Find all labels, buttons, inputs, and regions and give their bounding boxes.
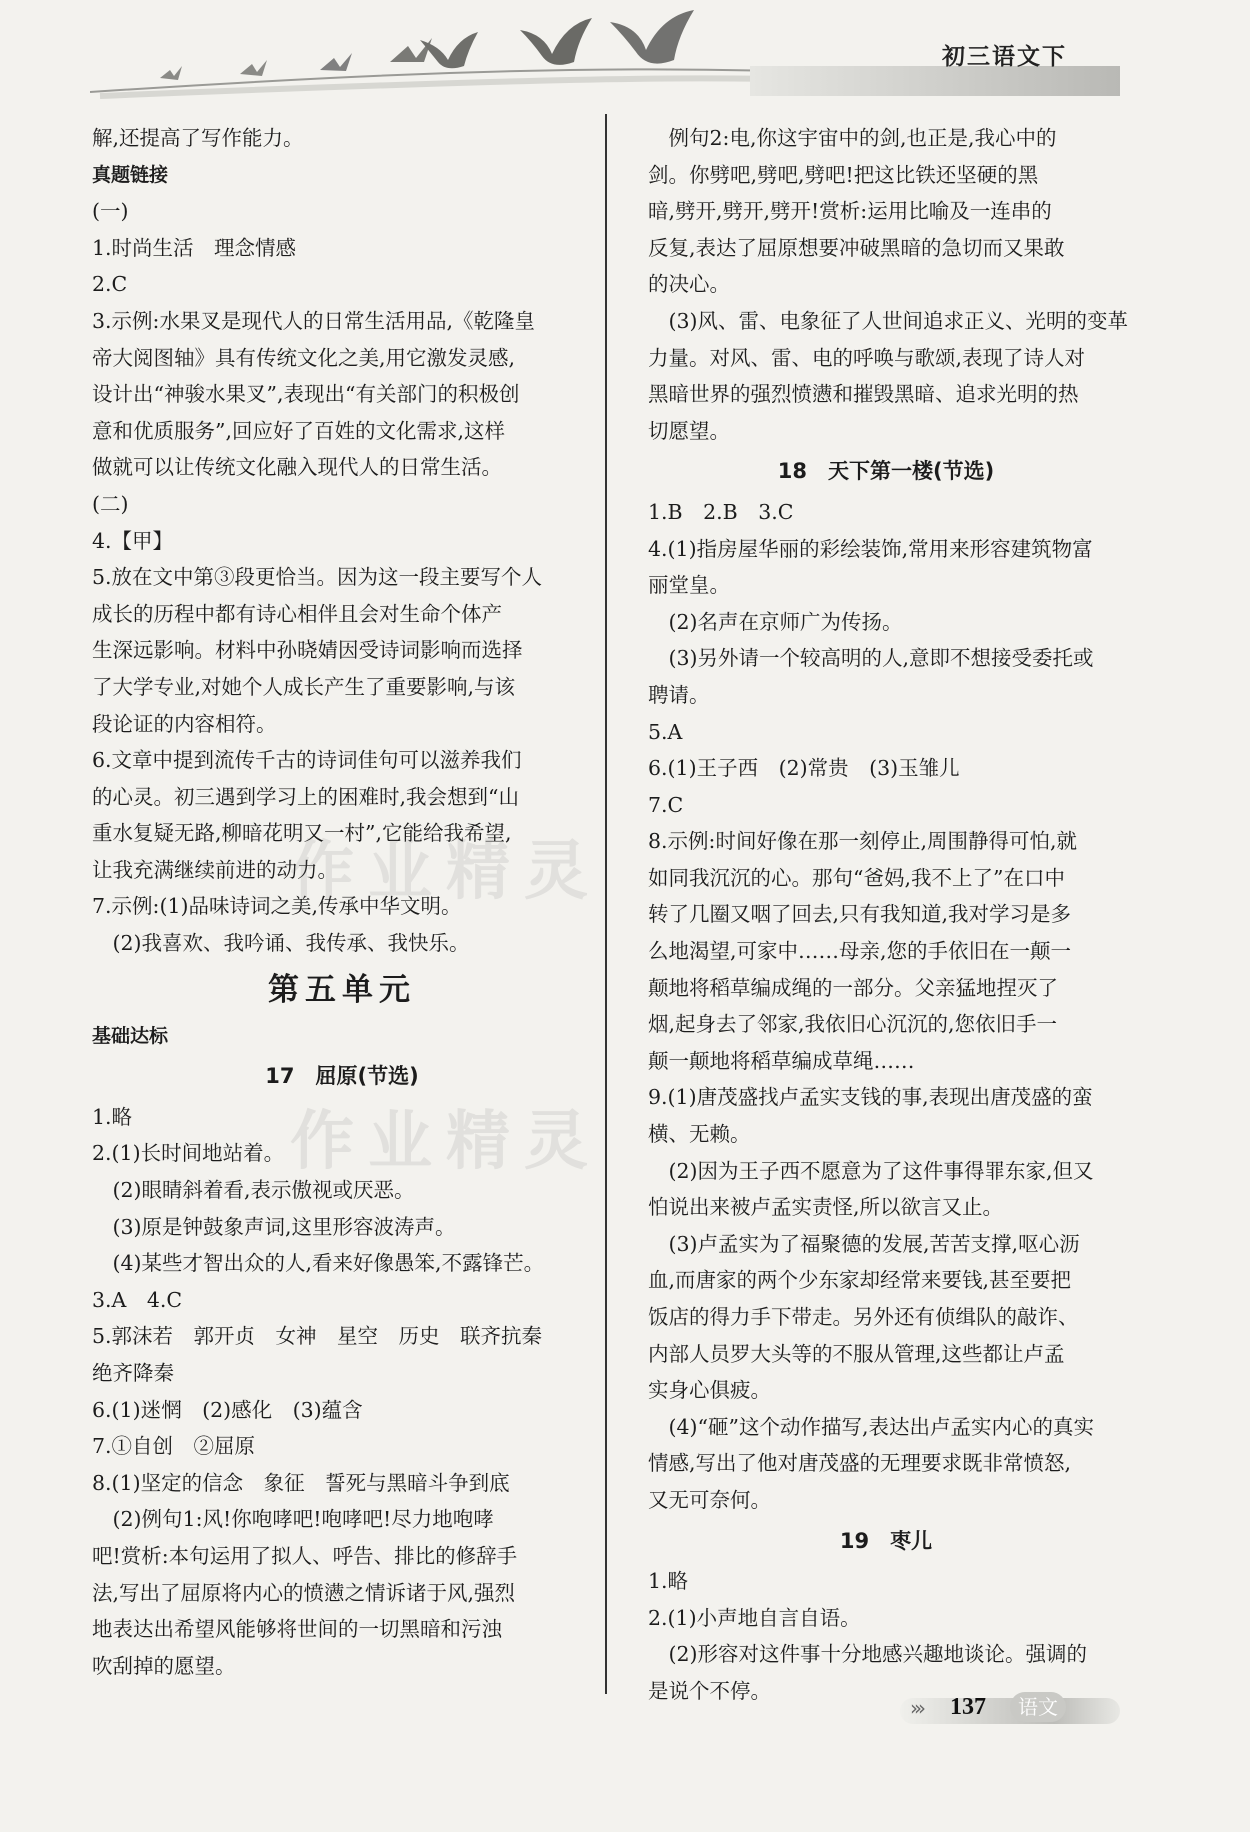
answer-line: 的心灵。初三遇到学习上的困难时,我会想到“山 [92, 784, 519, 809]
answer-line: 实身心俱疲。 [648, 1378, 771, 1403]
answer-line: 2.(1)小声地自言自语。 [648, 1605, 861, 1630]
answer-line: (3)另外请一个较高明的人,意即不想接受委托或 [668, 646, 1094, 671]
answer-line: 又无可奈何。 [648, 1487, 771, 1512]
answer-line: (二) [92, 491, 129, 516]
lesson-title: 18 天下第一楼(节选) [777, 459, 995, 484]
watermark: 作业精灵 [290, 1105, 602, 1179]
section-heading: 真题链接 [92, 163, 169, 186]
page-number: 137 [950, 1694, 986, 1720]
answer-line: 的决心。 [648, 272, 730, 297]
section-heading: 基础达标 [92, 1024, 169, 1047]
answer-line: 9.(1)唐茂盛找卢孟实支钱的事,表现出唐茂盛的蛮 [648, 1085, 1093, 1110]
answer-line: (2)名声在京师广为传扬。 [668, 609, 903, 634]
answer-line: 烟,起身去了邻家,我依旧心沉沉的,您依旧手一 [648, 1012, 1058, 1037]
lesson-title: 19 枣儿 [839, 1528, 933, 1553]
answer-line: 切愿望。 [648, 418, 730, 443]
answer-line: 6.(1)王子西 (2)常贵 (3)玉雏儿 [648, 756, 960, 781]
answer-line: 丽堂皇。 [648, 573, 730, 598]
subject-badge: 语文 [1010, 1692, 1066, 1722]
answer-line: (3)风、雷、电象征了人世间追求正义、光明的变革 [668, 308, 1129, 333]
answer-line: 血,而唐家的两个少东家却经常来要钱,甚至要把 [648, 1268, 1072, 1293]
chevrons-icon: ››› [910, 1696, 922, 1720]
answer-line: 7.①自创 ②屈原 [92, 1434, 256, 1459]
answer-line: 颠一颠地将稻草编成草绳…… [648, 1048, 915, 1073]
answer-line: 重水复疑无路,柳暗花明又一村”,它能给我希望, [92, 821, 512, 846]
answer-line: 吧!赏析:本句运用了拟人、呼告、排比的修辞手 [92, 1543, 518, 1568]
right-column [648, 120, 1129, 1710]
answer-line: 8.示例:时间好像在那一刻停止,周围静得可怕,就 [648, 829, 1077, 854]
answer-line: 5.放在文中第③段更恰当。因为这一段主要写个人 [92, 565, 543, 590]
answer-line: 5.郭沫若 郭开贞 女神 星空 历史 联齐抗秦 [92, 1324, 543, 1349]
answer-line: 地表达出希望风能够将世间的一切黑暗和污浊 [92, 1617, 502, 1642]
answer-line: 3.示例:水果叉是现代人的日常生活用品,《乾隆皇 [92, 308, 535, 333]
answer-line: 7.C [648, 792, 684, 817]
answer-line: 暗,劈开,劈开,劈开!赏析:运用比喻及一连串的 [648, 199, 1052, 224]
answer-line: 2.C [92, 272, 128, 297]
answer-line: 剑。你劈吧,劈吧,劈吧!把这比铁还坚硬的黑 [648, 162, 1039, 187]
answer-line: 例句2:电,你这宇宙中的剑,也正是,我心中的 [668, 126, 1057, 150]
header-title: 初三语文下 [942, 44, 1067, 70]
answer-line: 了大学专业,对她个人成长产生了重要影响,与该 [92, 674, 516, 699]
answer-line: 生深远影响。材料中孙晓婧因受诗词影响而选择 [92, 638, 523, 663]
answer-line: 7.示例:(1)品味诗词之美,传承中华文明。 [92, 894, 462, 919]
answer-line: 横、无赖。 [648, 1122, 751, 1147]
answer-line: 绝齐降秦 [92, 1361, 174, 1385]
answer-line: 是说个不停。 [648, 1678, 771, 1703]
answer-line: 5.A [648, 719, 683, 744]
answer-line: (2)我喜欢、我吟诵、我传承、我快乐。 [112, 931, 470, 956]
answer-line: 黑暗世界的强烈愤懑和摧毁黑暗、追求光明的热 [648, 382, 1079, 407]
answer-line: (4)“砸”这个动作描写,表达出卢孟实内心的真实 [668, 1414, 1095, 1439]
left-column [92, 120, 592, 1684]
answer-line: 3.A 4.C [92, 1287, 183, 1312]
answer-line: 情感,写出了他对唐茂盛的无理要求既非常愤怒, [648, 1451, 1072, 1476]
answer-line: 让我充满继续前进的动力。 [92, 857, 338, 882]
answer-line: 6.文章中提到流传千古的诗词佳句可以滋养我们 [92, 748, 522, 773]
answer-line: 做就可以让传统文化融入现代人的日常生活。 [92, 455, 502, 480]
answer-line: (2)眼睛斜着看,表示傲视或厌恶。 [112, 1178, 415, 1203]
answer-line: (4)某些才智出众的人,看来好像愚笨,不露锋芒。 [112, 1251, 545, 1276]
answer-line: 饭店的得力手下带走。另外还有侦缉队的敲诈、 [648, 1305, 1079, 1329]
answer-line: 解,还提高了写作能力。 [92, 126, 304, 150]
answer-line: 1.时尚生活 理念情感 [92, 235, 297, 260]
answer-line: 1.略 [648, 1569, 689, 1594]
answer-line: 帝大阅图轴》具有传统文化之美,用它激发灵感, [92, 345, 516, 370]
answer-line: 1.略 [92, 1104, 133, 1129]
page-header [0, 0, 1250, 120]
answer-line: 段论证的内容相符。 [92, 711, 277, 736]
answer-line: (2)形容对这件事十分地感兴趣地谈论。强调的 [668, 1642, 1088, 1667]
answer-line: 4.【甲】 [92, 528, 174, 553]
flying-birds-decoration [90, 0, 810, 118]
answer-line: (2)因为王子西不愿意为了这件事得罪东家,但又 [668, 1158, 1094, 1183]
answer-line: (一) [92, 199, 129, 224]
answer-line: 成长的历程中都有诗心相伴且会对生命个体产 [92, 601, 502, 626]
answer-line: (2)例句1:风!你咆哮吧!咆哮吧!尽力地咆哮 [112, 1507, 494, 1532]
answer-line: 法,写出了屈原将内心的愤懑之情诉诸于风,强烈 [92, 1580, 516, 1605]
answer-line: 聘请。 [648, 682, 710, 707]
answer-line: (3)原是钟鼓象声词,这里形容波涛声。 [112, 1214, 456, 1239]
answer-line: 怕说出来被卢孟实责怪,所以欲言又止。 [648, 1195, 1004, 1220]
answer-line: (3)卢孟实为了福聚德的发展,苦苦支撑,呕心沥 [668, 1231, 1080, 1256]
answer-line: 2.(1)长时间地站着。 [92, 1141, 285, 1166]
answer-line: 反复,表达了屈原想要冲破黑暗的急切而又果敢 [648, 235, 1065, 260]
answer-line: 设计出“神骏水果叉”,表现出“有关部门的积极创 [92, 382, 520, 407]
answer-line: 么地渴望,可家中……母亲,您的手依旧在一颠一 [648, 939, 1072, 964]
answer-line: 吹刮掉的愿望。 [92, 1653, 236, 1678]
answer-line: 转了几圈又咽了回去,只有我知道,我对学习是多 [648, 902, 1072, 927]
answer-line: 4.(1)指房屋华丽的彩绘装饰,常用来形容建筑物富 [648, 536, 1093, 561]
watermark: 作业精灵 [290, 835, 602, 909]
answer-line: 内部人员罗大头等的不服从管理,这些都让卢孟 [648, 1341, 1065, 1366]
column-divider [605, 114, 607, 1694]
unit-title: 第五单元 [268, 971, 416, 1008]
lesson-title: 17 屈原(节选) [265, 1064, 419, 1089]
answer-line: 1.B 2.B 3.C [648, 499, 794, 524]
answer-line: 意和优质服务”,回应好了百姓的文化需求,这样 [92, 418, 506, 443]
answer-line: 颠地将稻草编成绳的一部分。父亲猛地捏灭了 [648, 975, 1058, 1000]
answer-line: 如同我沉沉的心。那句“爸妈,我不上了”在口中 [648, 865, 1065, 890]
answer-line: 6.(1)迷惘 (2)感化 (3)蕴含 [92, 1397, 363, 1422]
answer-line: 8.(1)坚定的信念 象征 誓死与黑暗斗争到底 [92, 1470, 510, 1495]
answer-line: 力量。对风、雷、电的呼唤与歌颂,表现了诗人对 [648, 345, 1086, 370]
page-footer [900, 1690, 1120, 1730]
